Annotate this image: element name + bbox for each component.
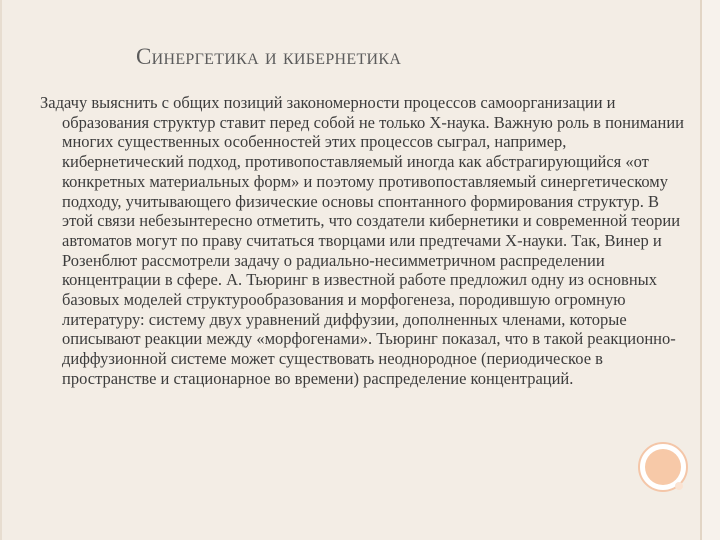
decorative-dot-icon xyxy=(675,482,683,490)
decorative-circle-fill-icon xyxy=(645,449,681,485)
slide-margin-strip xyxy=(702,0,720,540)
slide-title: Синергетика и кибернетика xyxy=(136,44,402,69)
body-paragraph: Задачу выяснить с общих позиций закономерности процессов самоорганизации и образования структур ставит перед собой не только Х-наука. Важную роль в понимании многих существенных особенностей этих процессов сыграл, например, кибернетический подход, противопоставляемый иногда как абстрагирующийся «от конкретных материальных форм» и поэтому противопоставляемый синергетическому подходу, учитывающего физические основы спонтанного формирования структур. В этой связи небезынтересно отметить, что создатели кибернетики и современной теории автоматов могут по праву считаться творцами или предтечами Х-науки. Так, Винер и Розенблют рассмотрели задачу о радиально-несимметричном распределении концентрации в сфере. А. Тьюринг в известной работе предложил одну из основных базовых моделей структурообразования и морфогенеза, породившую огромную литературу: систему двух уравнений диффузии, дополненных членами, которые описывают реакции между «морфогенами». Тьюринг показал, что в такой реакционно-диффузионной системе может существовать неоднородное (периодическое в пространстве и стационарное во времени) распределение концентраций. xyxy=(40,93,684,388)
slide-body xyxy=(40,93,690,389)
slide-border-left xyxy=(0,0,2,540)
